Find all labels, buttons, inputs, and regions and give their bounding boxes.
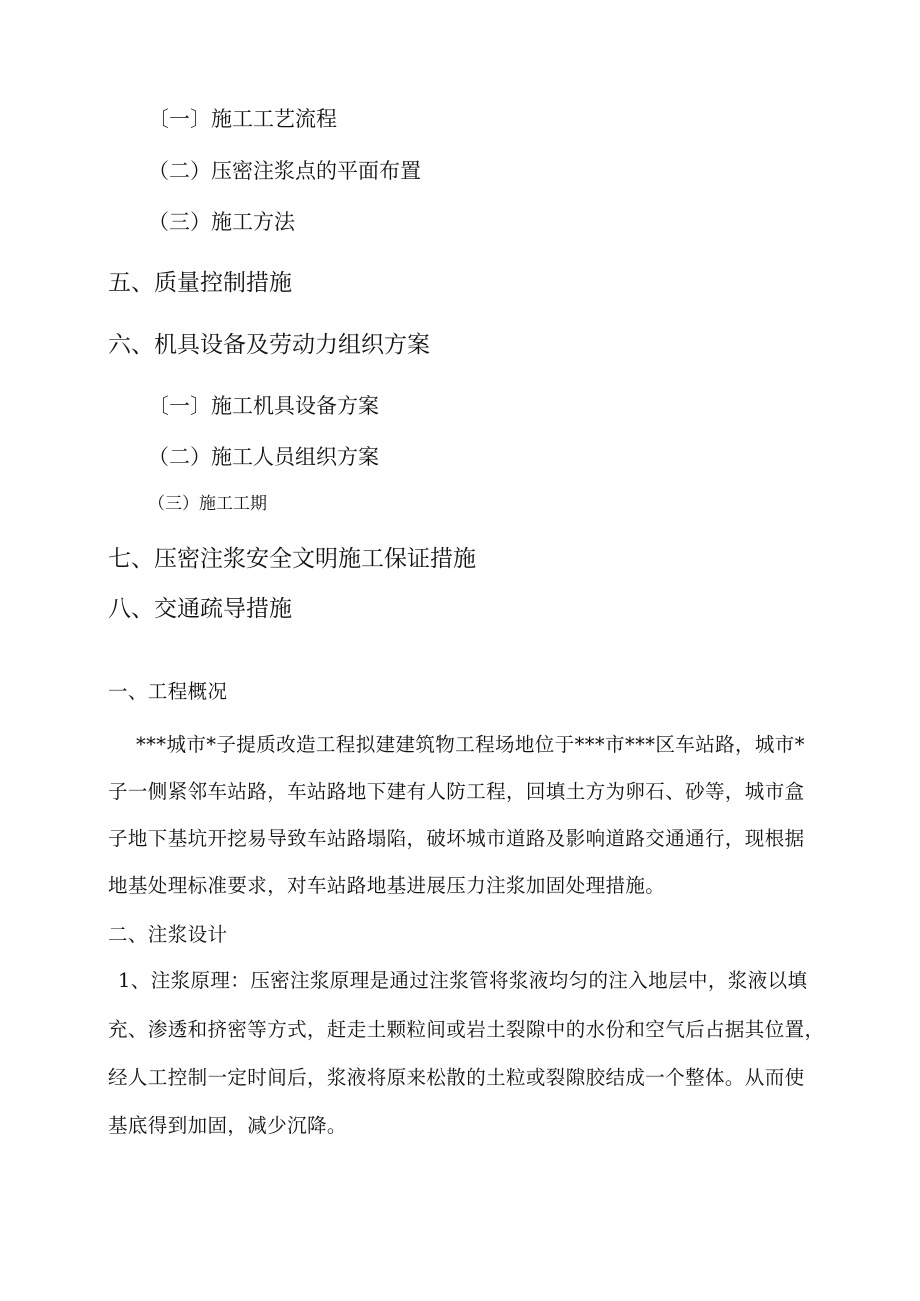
toc-item-6-3: （三）施工工期 — [148, 494, 267, 514]
toc-item-8: 八、交通疏导措施 — [108, 596, 292, 622]
section-1-line-2: 子一侧紧邻车站路，车站路地下建有人防工程，回填土方为卵石、砂等，城市盒 — [108, 780, 805, 803]
section-1-line-1: ***城市*子提质改造工程拟建建筑物工程场地位于***市***区车站路，城市* — [136, 733, 805, 756]
section-2-line-2: 充、渗透和挤密等方式，赶走土颗粒间或岩土裂隙中的水份和空气后占据其位置， — [108, 1018, 825, 1041]
toc-item-5: 五、质量控制措施 — [108, 270, 292, 296]
toc-item-4-2: （二）压密注浆点的平面布置 — [148, 159, 421, 183]
toc-item-6-2: （二）施工人员组织方案 — [148, 445, 379, 469]
section-1-line-3: 子地下基坑开挖易导致车站路塌陷，破坏城市道路及影响道路交通通行，现根据 — [108, 827, 805, 850]
section-2-line-3: 经人工控制一定时间后，浆液将原来松散的土粒或裂隙胶结成一个整体。从而使 — [108, 1066, 805, 1089]
section-2-line-1: 1、注浆原理：压密注浆原理是通过注浆管将浆液均匀的注入地层中，浆液以填 — [118, 969, 808, 992]
toc-item-4-1: 〔一〕施工工艺流程 — [148, 107, 337, 131]
section-2-line-4: 基底得到加固，减少沉降。 — [108, 1114, 347, 1137]
toc-item-6-1: 〔一〕施工机具设备方案 — [148, 394, 379, 418]
toc-item-7: 七、压密注浆安全文明施工保证措施 — [108, 546, 476, 572]
section-1-line-4: 地基处理标准要求，对车站路地基进展压力注浆加固处理措施。 — [108, 874, 666, 897]
section-2-heading: 二、注浆设计 — [108, 923, 228, 946]
section-1-heading: 一、工程概况 — [108, 680, 228, 703]
toc-item-4-3: （三）施工方法 — [148, 210, 295, 234]
toc-item-6: 六、机具设备及劳动力组织方案 — [108, 332, 430, 358]
